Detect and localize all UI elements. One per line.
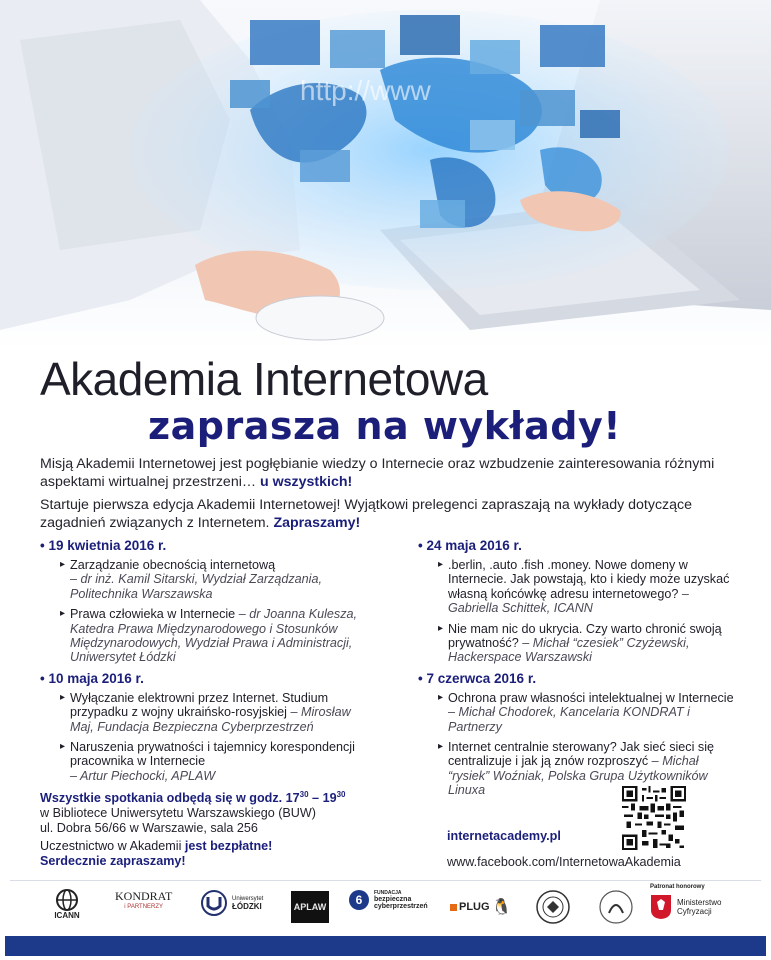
hero-image [0,0,771,350]
aplaw-label: APLAW [293,902,327,912]
lecture-item [418,691,738,734]
free-bold: jest bezpłatne! [184,839,273,853]
lecture-item [418,558,738,616]
page-subtitle: zaprasza na wykłady! [148,404,622,448]
footer-bar [5,936,766,956]
meeting-info [40,787,420,836]
session-block [40,671,370,783]
bullet-arrow-icon: ▸ [438,559,444,570]
meeting-time [40,791,345,805]
lecture-topic: Nie mam nic do ukrycia. Czy warto chronić swoją prywatność? [448,621,722,651]
lecture-topic: Prawa człowieka w Internecie [70,607,236,622]
intro-paragraph [40,455,735,491]
meeting-place-line2: ul. Dobra 56/66 w Warszawie, sala 256 [40,821,258,836]
badge-icon [598,889,634,925]
globe-icon [50,889,84,911]
meeting-place-line1: w Bibliotece Uniwersytetu Warszawskiego (BUW) [40,806,316,821]
lecture-speaker: – dr Joanna Kulesza, Katedra Prawa Międzynarodowego i Stosunków Międzynarodowych, Wydział Prawa i Administracji, Uniwersytet Łódzki [70,607,358,665]
bullet-arrow-icon: ▸ [438,741,444,753]
session-date: • 24 maja 2016 r. [418,538,738,553]
invite-text: Serdecznie zapraszamy! [40,854,186,868]
plug-label: PLUG [459,901,490,913]
session-date: • 7 czerwca 2016 r. [418,671,738,686]
edition-text: Startuje pierwsza edycja Akademii Internetowej! Wyjątkowi prelegenci zapraszają na wykłady dotyczące zagadnień związanych z Internetem. [40,497,693,531]
lecture-speaker: – Michał Chodorek, Kancelaria KONDRAT i Partnerzy [448,705,690,734]
ministry-label1: Ministerstwo [677,898,722,907]
polish-emblem-icon [650,894,672,920]
bullet-arrow-icon: ▸ [60,559,66,570]
plug-logo [450,897,511,917]
ministry-label2: Cyfryzacji [677,907,712,916]
lecture-speaker: – Artur Piechocki, APLAW [70,768,216,783]
icann-label: ICANN [54,911,80,920]
svg-text:6: 6 [355,893,363,907]
hero-url-text: http://www [300,75,431,106]
lecture-item [40,691,370,734]
lecture-topic: Internet centralnie sterowany? Jak sieć sieci się centralizuje i jak ją znów rozproszyć [448,740,714,769]
icann-logo [50,889,84,920]
kondrat-sub: i PARTNERZY [124,904,164,910]
partner-logos [10,880,761,934]
fbc-label2: cyberprzestrzeń [374,903,428,910]
session-block [418,538,738,665]
patron-label: Patronat honorowy [650,884,705,890]
free-entry-info [40,839,340,869]
lecture-topic: Naruszenia prywatności i tajemnicy korespondencji pracownika w Internecie [70,740,355,769]
plug-square-icon [450,904,457,911]
kondrat-logo [115,889,172,910]
bullet-arrow-icon: ▸ [438,691,444,703]
kondrat-label: KONDRAT [115,889,173,903]
fbc-top-label: FUNDACJA [374,890,402,896]
intro-bold: u wszystkich! [256,474,353,490]
meeting-time-end-minutes: 30 [336,790,346,799]
website-link[interactable]: internetacademy.pl [447,829,561,843]
qr-code[interactable] [622,786,686,850]
lecture-speaker: – dr inż. Kamil Sitarski, Wydział Zarządzania, Politechnika Warszawska [70,572,322,601]
hero-illustration [0,0,771,350]
lecture-item [40,740,370,783]
penguin-icon: 🐧 [491,899,512,916]
session-block [418,671,738,798]
session-date: • 19 kwietnia 2016 r. [40,538,370,553]
university-emblem-icon [200,889,228,917]
lecture-speaker: – Gabriella Schittek, ICANN [448,586,689,616]
lecture-item [40,558,370,601]
ul-top-label: Uniwersytet [232,895,264,902]
bullet-arrow-icon: ▸ [60,608,66,620]
seal-icon [535,889,571,925]
meeting-time-start-minutes: 30 [299,790,309,799]
lecture-speaker: – Mirosław Maj, Fundacja Bezpieczna Cyberprzestrzeń [70,705,351,734]
aplaw-logo [291,891,329,923]
uw-seal-logo [535,889,571,925]
lecture-speaker: – Michał “rysiek” Woźniak, Polska Grupa Użytkowników Linuxa [448,754,708,798]
session-block [40,538,370,665]
intro-text: Misją Akademii Internetowej jest pogłębianie wiedzy o Internecie oraz wzbudzenie zainteresowania różnymi aspektami wirtualnej przestrzeni… [40,456,715,490]
bullet-arrow-icon: ▸ [60,741,66,753]
bullet-arrow-icon: ▸ [438,622,444,634]
edition-paragraph [40,496,735,532]
patronage-block [650,884,721,920]
session-date: • 10 maja 2016 r. [40,671,370,686]
lecture-item [418,622,738,665]
programme-left-column [40,538,370,789]
facebook-link[interactable]: www.facebook.com/InternetowaAkademia [447,855,681,869]
meeting-time-label: Wszystkie spotkania odbędą się w godz. 17 [40,791,300,806]
uniwersytet-lodzki-logo [200,889,263,917]
page-title: Akademia Internetowa [40,353,488,405]
fbc-label1: bezpieczna [374,896,412,903]
lecture-topic: Ochrona praw własności intelektualnej w Internecie [448,690,734,705]
lecture-topic: .berlin, .auto .fish .money. Nowe domeny w Internecie. Jak powstają, kto i kiedy może uzyskać własną końcówkę adresu internetowego? [448,558,730,601]
meeting-time-end: – 19 [308,791,337,806]
lecture-item [418,740,738,798]
edition-bold: Zapraszamy! [269,515,361,531]
lecture-topic: Zarządzanie obecnością internetową [70,558,276,572]
hackerspace-logo [598,889,634,925]
fundacja-bc-logo [348,889,428,911]
free-text: Uczestnictwo w Akademii [40,839,185,853]
fbc-emblem-icon [348,889,370,911]
bullet-arrow-icon: ▸ [60,691,66,703]
ul-label: ŁÓDZKI [232,901,262,911]
lecture-item [40,607,370,665]
programme-right-column [418,538,738,804]
lecture-topic: Wyłączanie elektrowni przez Internet. Studium przypadku z wojny ukraińsko-rosyjskiej [70,690,329,720]
lecture-speaker: – Michał “czesiek” Czyżewski, Hackerspace Warszawski [448,636,690,665]
